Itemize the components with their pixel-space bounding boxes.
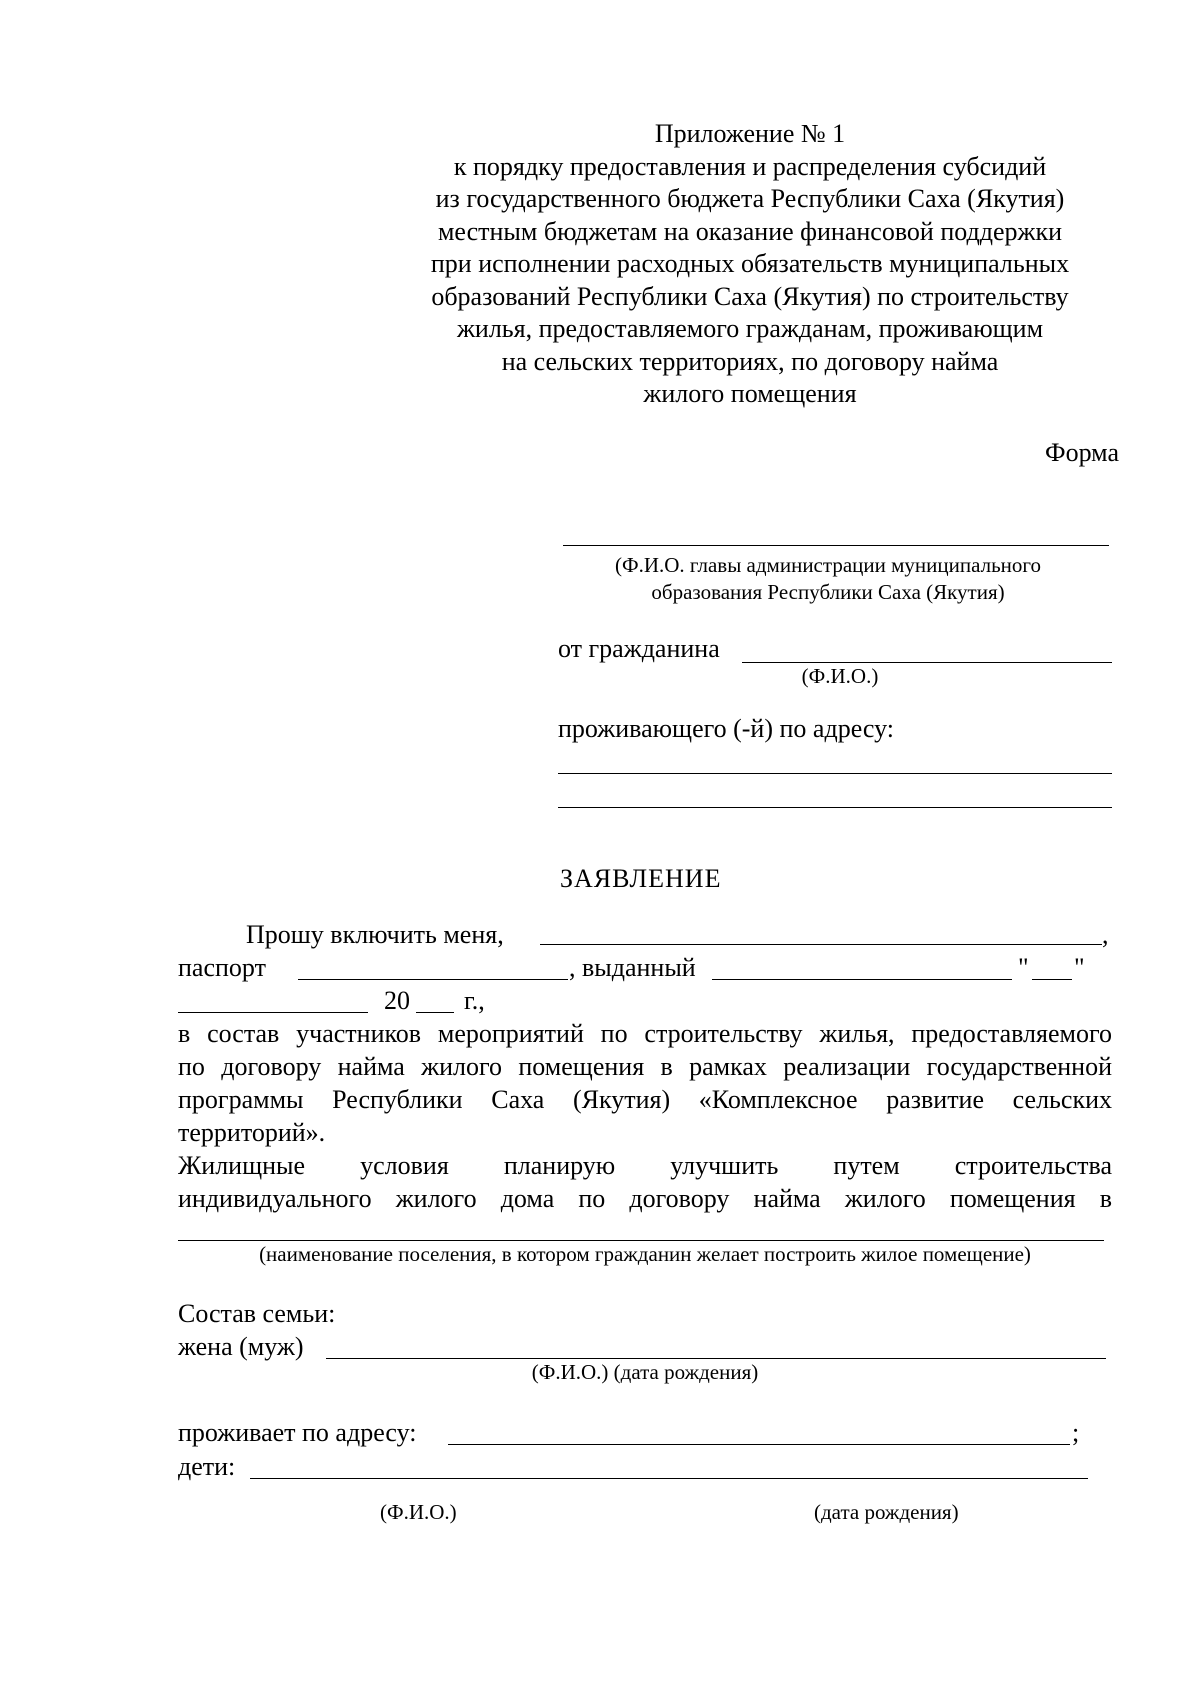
residence-address-field-1[interactable]	[558, 773, 1112, 774]
passport-number-field[interactable]	[298, 979, 568, 980]
issued-by-label: , выданный	[569, 953, 696, 982]
year-suffix: г.,	[464, 986, 485, 1015]
passport-label: паспорт	[178, 953, 266, 982]
family-heading: Состав семьи:	[178, 1299, 336, 1328]
applicant-name-field[interactable]	[540, 944, 1102, 945]
spouse-name-field[interactable]	[326, 1358, 1106, 1359]
spouse-address-field[interactable]	[448, 1444, 1070, 1445]
appendix-line: при исполнении расходных обязательств муниципальных	[430, 249, 1070, 278]
semicolon: ;	[1072, 1418, 1080, 1447]
body-paragraph-line: в состав участников мероприятий по строительству жилья, предоставляемого	[178, 1019, 1112, 1048]
settlement-name-note: (наименование поселения, в котором гражданин желает построить жилое помещение)	[259, 1242, 1031, 1266]
appendix-line: на сельских территориях, по договору найма	[501, 346, 999, 376]
quote-open: "	[1018, 953, 1029, 982]
appendix-line: жилья, предоставляемого гражданам, проживающим	[456, 314, 1044, 343]
head-name-field[interactable]	[563, 545, 1109, 546]
issued-by-field[interactable]	[712, 979, 1012, 980]
housing-paragraph-line: индивидуального жилого дома по договору найма жилого помещения в	[178, 1184, 1112, 1213]
appendix-header	[400, 118, 1100, 411]
comma: ,	[1102, 920, 1109, 949]
children-field[interactable]	[250, 1478, 1088, 1479]
document-title: ЗАЯВЛЕНИЕ	[560, 864, 722, 893]
appendix-line: образований Республики Саха (Якутия) по строительству	[431, 281, 1069, 311]
spouse-name-note: (Ф.И.О.) (дата рождения)	[531, 1360, 759, 1384]
body-paragraph-line: программы Республики Саха (Якутия) «Комплексное развитие сельских	[178, 1085, 1112, 1114]
spouse-label: жена (муж)	[178, 1332, 304, 1361]
child-name-note: (Ф.И.О.)	[380, 1500, 457, 1524]
citizen-name-note: (Ф.И.О.)	[801, 664, 879, 688]
body-paragraph-line: по договору найма жилого помещения в рамках реализации государственной	[178, 1052, 1112, 1081]
children-label: дети:	[178, 1452, 236, 1481]
appendix-line: местным бюджетам на оказание финансовой поддержки	[437, 216, 1063, 246]
quote-close: "	[1074, 953, 1085, 982]
body-paragraph-line: территорий».	[178, 1118, 326, 1147]
child-birthdate-note: (дата рождения)	[814, 1500, 959, 1524]
head-name-note-line: (Ф.И.О. главы администрации муниципального	[615, 553, 1041, 577]
request-label: Прошу включить меня,	[246, 920, 504, 949]
appendix-line: жилого помещения	[643, 379, 857, 408]
spouse-address-label: проживает по адресу:	[178, 1418, 417, 1447]
form-label: Форма	[1045, 438, 1119, 467]
housing-paragraph-line: Жилищные условия планирую улучшить путем строительства	[178, 1151, 1112, 1180]
appendix-line: из государственного бюджета Республики Саха (Якутия)	[435, 184, 1065, 213]
issue-day-field[interactable]	[1032, 979, 1072, 980]
appendix-line: к порядку предоставления и распределения субсидий	[453, 151, 1047, 181]
head-name-note-line: образования Республики Саха (Якутия)	[651, 580, 1005, 604]
issue-year-field[interactable]	[416, 1012, 454, 1013]
appendix-title: Приложение № 1	[654, 119, 846, 148]
issue-month-field[interactable]	[178, 1012, 368, 1013]
residence-address-field-2[interactable]	[558, 807, 1112, 808]
settlement-name-field[interactable]	[178, 1240, 1104, 1241]
residence-label: проживающего (-й) по адресу:	[558, 714, 894, 743]
head-name-note	[558, 552, 1098, 606]
from-citizen-label: от гражданина	[558, 634, 720, 663]
year-prefix: 20	[384, 986, 410, 1015]
